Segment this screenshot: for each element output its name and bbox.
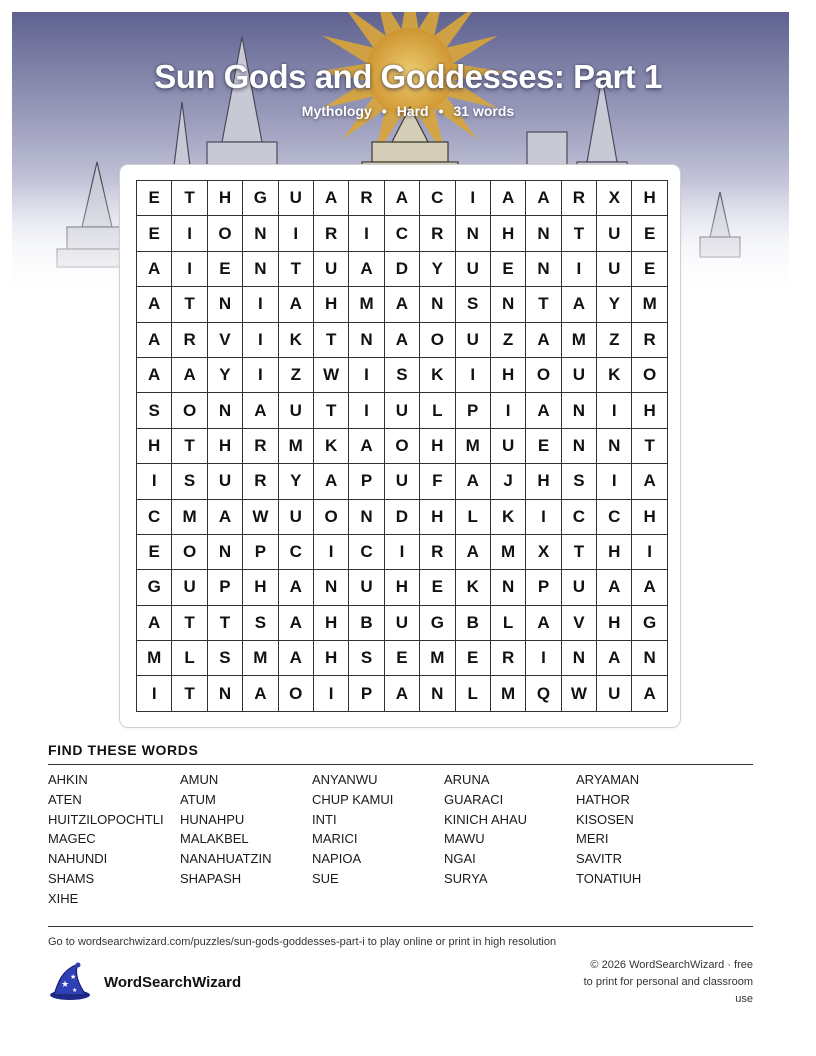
grid-cell[interactable]: B (456, 606, 491, 641)
grid-cell[interactable]: S (243, 606, 278, 641)
grid-cell[interactable]: A (632, 676, 667, 711)
grid-cell[interactable]: E (137, 181, 172, 216)
grid-cell[interactable]: P (526, 570, 561, 605)
grid-cell[interactable]: K (314, 429, 349, 464)
grid-cell[interactable]: K (491, 500, 526, 535)
grid-cell[interactable]: O (385, 429, 420, 464)
grid-cell[interactable]: U (385, 606, 420, 641)
grid-cell[interactable]: E (420, 570, 455, 605)
separator: • (438, 103, 444, 119)
word-list-item: MAGEC (48, 831, 96, 847)
grid-cell[interactable]: U (562, 570, 597, 605)
grid-cell[interactable]: M (491, 535, 526, 570)
word-list-item: XIHE (48, 890, 79, 906)
grid-cell[interactable]: N (349, 500, 384, 535)
grid-cell[interactable]: U (208, 464, 243, 499)
grid-cell[interactable]: N (208, 676, 243, 711)
grid-cell[interactable]: O (526, 358, 561, 393)
grid-cell[interactable]: N (526, 216, 561, 251)
grid-cell[interactable]: N (562, 429, 597, 464)
grid-cell[interactable]: A (137, 606, 172, 641)
grid-cell[interactable]: H (208, 181, 243, 216)
grid-cell[interactable]: Y (420, 252, 455, 287)
grid-cell[interactable]: A (349, 252, 384, 287)
grid-cell[interactable]: T (172, 429, 207, 464)
grid-cell[interactable]: L (456, 500, 491, 535)
grid-cell[interactable]: E (137, 535, 172, 570)
grid-cell[interactable]: O (632, 358, 667, 393)
grid-cell[interactable]: A (597, 641, 632, 676)
grid-cell[interactable]: U (597, 252, 632, 287)
grid-cell[interactable]: I (597, 393, 632, 428)
grid-cell[interactable]: E (208, 252, 243, 287)
grid-cell[interactable]: M (632, 287, 667, 322)
grid-cell[interactable]: J (491, 464, 526, 499)
grid-cell[interactable]: R (491, 641, 526, 676)
grid-cell[interactable]: N (456, 216, 491, 251)
grid-cell[interactable]: O (314, 500, 349, 535)
grid-cell[interactable]: T (208, 606, 243, 641)
grid-cell[interactable]: I (172, 216, 207, 251)
grid-cell[interactable]: I (562, 252, 597, 287)
word-list-item: MERI (576, 831, 609, 847)
separator: • (381, 103, 387, 119)
grid-cell[interactable]: N (526, 252, 561, 287)
word-list-item: NGAI (444, 851, 476, 867)
grid-cell[interactable]: S (208, 641, 243, 676)
grid-cell[interactable]: M (279, 429, 314, 464)
grid-cell[interactable]: E (385, 641, 420, 676)
word-list-item: KISOSEN (576, 811, 634, 827)
word-list-item: TONATIUH (576, 870, 642, 886)
grid-cell[interactable]: N (491, 570, 526, 605)
grid-cell[interactable]: S (172, 464, 207, 499)
grid-cell[interactable]: K (420, 358, 455, 393)
grid-cell[interactable]: T (279, 252, 314, 287)
word-list-item: NAPIOA (312, 851, 362, 867)
grid-cell[interactable]: L (420, 393, 455, 428)
grid-cell[interactable]: P (208, 570, 243, 605)
grid-cell[interactable]: W (562, 676, 597, 711)
grid-cell[interactable]: A (562, 287, 597, 322)
grid-cell[interactable]: W (243, 500, 278, 535)
grid-cell[interactable]: I (632, 535, 667, 570)
word-list-item: SHAPASH (180, 870, 242, 886)
grid-cell[interactable]: G (420, 606, 455, 641)
word-list-item: SUE (312, 870, 339, 886)
grid-cell[interactable]: A (526, 606, 561, 641)
grid-cell[interactable]: U (456, 252, 491, 287)
grid-cell[interactable]: A (385, 181, 420, 216)
copyright: © 2026 WordSearchWizard · free to print for personal and classroom use (583, 959, 753, 1005)
grid-cell[interactable]: A (279, 570, 314, 605)
grid-cell[interactable]: A (491, 181, 526, 216)
grid-cell[interactable]: N (243, 216, 278, 251)
word-list-heading: FIND THESE WORDS (48, 742, 199, 758)
grid-cell[interactable]: I (349, 216, 384, 251)
word-list-item: ANYANWU (312, 772, 378, 787)
grid-cell[interactable]: H (632, 500, 667, 535)
grid-cell[interactable]: R (243, 464, 278, 499)
grid-cell[interactable]: A (385, 323, 420, 358)
grid-cell[interactable]: I (279, 216, 314, 251)
grid-cell[interactable]: U (279, 181, 314, 216)
grid-cell[interactable]: M (243, 641, 278, 676)
grid-cell[interactable]: E (632, 216, 667, 251)
grid-cell[interactable]: Y (597, 287, 632, 322)
grid-cell[interactable]: H (420, 500, 455, 535)
grid-cell[interactable]: A (208, 500, 243, 535)
grid-cell[interactable]: H (314, 287, 349, 322)
word-list-item: GUARACI (444, 791, 504, 807)
grid-cell[interactable]: I (243, 287, 278, 322)
word-list-item: MARICI (312, 831, 358, 847)
word-list-item: ARUNA (444, 772, 490, 787)
grid-cell[interactable]: I (526, 641, 561, 676)
grid-cell[interactable]: V (562, 606, 597, 641)
grid-cell[interactable]: I (243, 358, 278, 393)
grid-cell[interactable]: S (385, 358, 420, 393)
grid-cell[interactable]: I (597, 464, 632, 499)
grid-cell[interactable]: U (456, 323, 491, 358)
grid-cell[interactable]: R (349, 181, 384, 216)
grid-cell[interactable]: N (208, 393, 243, 428)
grid-cell[interactable]: P (456, 393, 491, 428)
grid-cell[interactable]: P (349, 464, 384, 499)
grid-cell[interactable]: T (632, 429, 667, 464)
word-list-item: ATEN (48, 791, 82, 807)
grid-cell[interactable]: A (137, 287, 172, 322)
grid-cell[interactable]: I (137, 464, 172, 499)
grid-cell[interactable]: H (385, 570, 420, 605)
grid-cell[interactable]: Z (279, 358, 314, 393)
grid-cell[interactable]: M (420, 641, 455, 676)
grid-cell[interactable]: N (420, 676, 455, 711)
puzzle-grid-card (119, 164, 681, 728)
word-list-item: SHAMS (48, 870, 95, 886)
grid-cell[interactable]: G (632, 606, 667, 641)
grid-cell[interactable]: A (349, 429, 384, 464)
svg-text:★: ★ (61, 980, 70, 990)
grid-cell[interactable]: I (526, 500, 561, 535)
grid-cell[interactable]: C (349, 535, 384, 570)
grid-cell[interactable]: C (597, 500, 632, 535)
word-list-item: KINICH AHAU (444, 811, 528, 827)
word-list-item: MAWU (444, 831, 485, 847)
grid-cell[interactable]: A (597, 570, 632, 605)
grid-cell[interactable]: Z (491, 323, 526, 358)
grid-cell[interactable]: E (491, 252, 526, 287)
grid-cell[interactable]: N (562, 641, 597, 676)
grid-cell[interactable]: S (137, 393, 172, 428)
grid-cell[interactable]: H (314, 641, 349, 676)
grid-cell[interactable]: K (597, 358, 632, 393)
grid-cell[interactable]: G (137, 570, 172, 605)
grid-cell[interactable]: O (279, 676, 314, 711)
grid-cell[interactable]: A (137, 323, 172, 358)
grid-cell[interactable]: M (491, 676, 526, 711)
puzzle-meta (0, 103, 816, 119)
grid-cell[interactable]: I (137, 676, 172, 711)
grid-cell[interactable]: A (279, 287, 314, 322)
svg-text:★: ★ (70, 973, 77, 981)
divider (48, 926, 753, 927)
brand[interactable] (48, 962, 241, 1002)
grid-cell[interactable]: U (385, 393, 420, 428)
word-list-item: NAHUNDI (48, 851, 108, 867)
category-label: Mythology (301, 103, 372, 119)
grid-cell[interactable]: T (562, 216, 597, 251)
grid-cell[interactable]: U (597, 676, 632, 711)
grid-cell[interactable]: T (172, 287, 207, 322)
grid-cell[interactable]: U (279, 393, 314, 428)
grid-cell[interactable]: P (243, 535, 278, 570)
divider (48, 764, 753, 765)
word-list-item: INTI (312, 811, 337, 827)
grid-cell[interactable]: A (385, 676, 420, 711)
grid-cell[interactable]: F (420, 464, 455, 499)
grid-cell[interactable]: A (172, 358, 207, 393)
grid-cell[interactable]: T (172, 606, 207, 641)
grid-cell[interactable]: A (526, 181, 561, 216)
grid-cell[interactable]: T (562, 535, 597, 570)
grid-cell[interactable]: A (385, 287, 420, 322)
grid-cell[interactable]: X (597, 181, 632, 216)
grid-cell[interactable]: L (172, 641, 207, 676)
wizard-hat-icon (48, 962, 92, 1002)
grid-cell[interactable]: M (349, 287, 384, 322)
grid-cell[interactable]: K (456, 570, 491, 605)
grid-cell[interactable]: C (420, 181, 455, 216)
grid-cell[interactable]: U (385, 464, 420, 499)
grid-cell[interactable]: I (456, 181, 491, 216)
word-list-item: HUNAHPU (180, 811, 245, 827)
puzzle-title: Sun Gods and Goddesses: Part 1 (154, 58, 662, 95)
grid-cell[interactable]: R (243, 429, 278, 464)
word-list-item: SAVITR (576, 851, 622, 867)
grid-cell[interactable]: H (420, 429, 455, 464)
grid-cell[interactable]: A (526, 323, 561, 358)
grid-cell[interactable]: H (491, 358, 526, 393)
difficulty-label: Hard (396, 103, 429, 119)
grid-cell[interactable]: N (349, 323, 384, 358)
grid-cell[interactable]: M (137, 641, 172, 676)
grid-cell[interactable]: X (526, 535, 561, 570)
letter-grid (136, 180, 668, 712)
grid-cell[interactable]: A (314, 464, 349, 499)
grid-cell[interactable]: N (562, 393, 597, 428)
grid-cell[interactable]: N (632, 641, 667, 676)
grid-cell[interactable]: K (279, 323, 314, 358)
grid-cell[interactable]: C (279, 535, 314, 570)
grid-cell[interactable]: L (456, 676, 491, 711)
grid-cell[interactable]: C (562, 500, 597, 535)
grid-cell[interactable]: H (632, 393, 667, 428)
grid-cell[interactable]: R (420, 535, 455, 570)
grid-cell[interactable]: I (349, 393, 384, 428)
grid-cell[interactable]: A (279, 641, 314, 676)
grid-cell[interactable]: A (137, 358, 172, 393)
grid-cell[interactable]: O (172, 393, 207, 428)
grid-cell[interactable]: R (632, 323, 667, 358)
grid-cell[interactable]: A (279, 606, 314, 641)
grid-cell[interactable]: I (456, 358, 491, 393)
grid-cell[interactable]: A (243, 393, 278, 428)
grid-cell[interactable]: M (172, 500, 207, 535)
grid-cell[interactable]: A (243, 676, 278, 711)
word-list-item: HUITZILOPOCHTLI (48, 811, 164, 827)
grid-cell[interactable]: E (526, 429, 561, 464)
brand-name: WordSearchWizard (104, 973, 242, 991)
grid-cell[interactable]: T (172, 676, 207, 711)
grid-cell[interactable]: H (208, 429, 243, 464)
grid-cell[interactable]: I (172, 252, 207, 287)
word-list-item: NANAHUATZIN (180, 851, 272, 867)
grid-cell[interactable]: I (243, 323, 278, 358)
grid-cell[interactable]: O (172, 535, 207, 570)
grid-cell[interactable]: N (208, 287, 243, 322)
grid-cell[interactable]: I (314, 535, 349, 570)
grid-cell[interactable]: O (420, 323, 455, 358)
word-list (48, 772, 753, 911)
grid-cell[interactable]: D (385, 252, 420, 287)
grid-cell[interactable]: R (314, 216, 349, 251)
grid-cell[interactable]: L (491, 606, 526, 641)
grid-cell[interactable]: N (243, 252, 278, 287)
grid-cell[interactable]: N (597, 429, 632, 464)
grid-cell[interactable]: T (172, 181, 207, 216)
grid-cell[interactable]: A (632, 570, 667, 605)
grid-cell[interactable]: I (385, 535, 420, 570)
grid-cell[interactable]: M (562, 323, 597, 358)
grid-cell[interactable]: N (314, 570, 349, 605)
word-list-item: ARYAMAN (576, 772, 640, 787)
word-count-label: 31 words (453, 103, 515, 119)
grid-cell[interactable]: S (562, 464, 597, 499)
grid-cell[interactable]: H (526, 464, 561, 499)
grid-cell[interactable]: H (243, 570, 278, 605)
grid-cell[interactable]: N (208, 535, 243, 570)
grid-cell[interactable]: T (314, 323, 349, 358)
word-list-item: ATUM (180, 791, 216, 807)
grid-cell[interactable]: T (526, 287, 561, 322)
grid-cell[interactable]: Y (208, 358, 243, 393)
grid-cell[interactable]: U (172, 570, 207, 605)
grid-cell[interactable]: C (385, 216, 420, 251)
grid-cell[interactable]: U (314, 252, 349, 287)
grid-cell[interactable]: A (632, 464, 667, 499)
grid-cell[interactable]: G (243, 181, 278, 216)
word-list-item: AHKIN (48, 772, 88, 787)
grid-cell[interactable]: U (491, 429, 526, 464)
grid-cell[interactable]: N (491, 287, 526, 322)
grid-cell[interactable]: E (632, 252, 667, 287)
word-list-item: HATHOR (576, 791, 630, 807)
grid-cell[interactable]: D (385, 500, 420, 535)
grid-cell[interactable]: A (137, 252, 172, 287)
grid-cell[interactable]: A (456, 535, 491, 570)
grid-cell[interactable]: R (420, 216, 455, 251)
grid-cell[interactable]: H (137, 429, 172, 464)
grid-cell[interactable]: P (349, 676, 384, 711)
grid-cell[interactable]: U (562, 358, 597, 393)
grid-cell[interactable]: H (491, 216, 526, 251)
grid-cell[interactable]: H (632, 181, 667, 216)
grid-cell[interactable]: B (349, 606, 384, 641)
grid-cell[interactable]: V (208, 323, 243, 358)
grid-cell[interactable]: W (314, 358, 349, 393)
grid-cell[interactable]: N (420, 287, 455, 322)
word-list-item: AMUN (180, 772, 219, 787)
grid-cell[interactable]: A (314, 181, 349, 216)
grid-cell[interactable]: I (491, 393, 526, 428)
grid-cell[interactable]: E (137, 216, 172, 251)
grid-cell[interactable]: R (562, 181, 597, 216)
grid-cell[interactable]: R (172, 323, 207, 358)
grid-cell[interactable]: S (456, 287, 491, 322)
grid-cell[interactable]: Y (279, 464, 314, 499)
grid-cell[interactable]: U (279, 500, 314, 535)
footer-link[interactable]: Go to wordsearchwizard.com/puzzles/sun-gods-goddesses-part-i to play online or print in high resolution (48, 936, 557, 948)
word-list-item: CHUP KAMUI (312, 791, 394, 807)
word-list-item: MALAKBEL (180, 831, 249, 847)
grid-cell[interactable]: U (597, 216, 632, 251)
grid-cell[interactable]: E (456, 641, 491, 676)
grid-cell[interactable]: Q (526, 676, 561, 711)
grid-cell[interactable]: Z (597, 323, 632, 358)
grid-cell[interactable]: U (349, 570, 384, 605)
word-list-item: SURYA (444, 870, 488, 886)
grid-cell[interactable]: A (456, 464, 491, 499)
grid-cell[interactable]: C (137, 500, 172, 535)
grid-cell[interactable]: H (597, 606, 632, 641)
grid-cell[interactable]: T (314, 393, 349, 428)
svg-text:★: ★ (72, 987, 78, 994)
grid-cell[interactable]: H (314, 606, 349, 641)
grid-cell[interactable]: O (208, 216, 243, 251)
grid-cell[interactable]: S (349, 641, 384, 676)
grid-cell[interactable]: H (597, 535, 632, 570)
grid-cell[interactable]: M (456, 429, 491, 464)
grid-cell[interactable]: A (526, 393, 561, 428)
grid-cell[interactable]: I (349, 358, 384, 393)
grid-cell[interactable]: I (314, 676, 349, 711)
